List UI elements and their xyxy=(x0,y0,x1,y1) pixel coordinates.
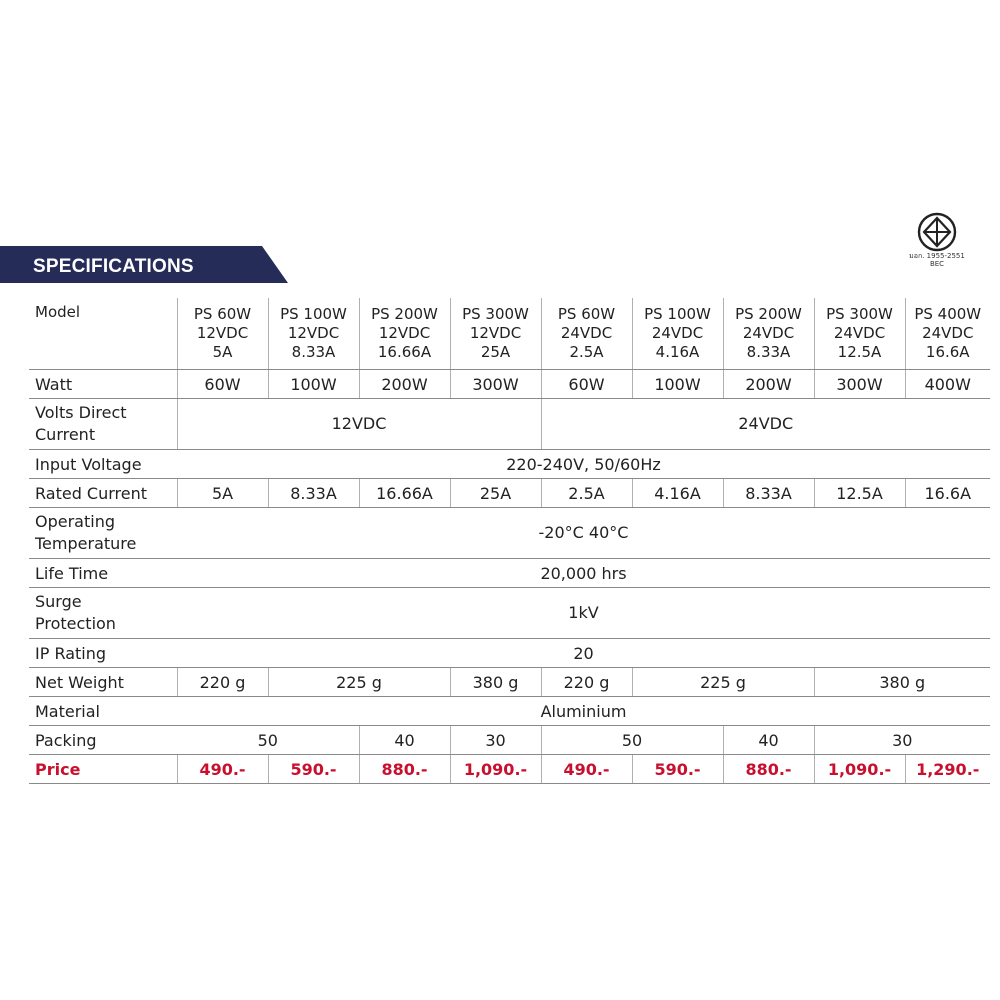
watt-cell: 100W xyxy=(632,370,723,399)
rated-current-cell: 5A xyxy=(177,479,268,508)
net-weight-cell: 220 g xyxy=(541,668,632,697)
price-cell: 490.- xyxy=(541,755,632,784)
row-label-material: Material xyxy=(29,697,177,726)
row-label-input-voltage: Input Voltage xyxy=(29,450,177,479)
surge-protection-cell: 1kV xyxy=(177,588,990,639)
watt-cell: 300W xyxy=(814,370,905,399)
watt-cell: 60W xyxy=(177,370,268,399)
price-cell: 880.- xyxy=(723,755,814,784)
price-cell: 1,090.- xyxy=(450,755,541,784)
packing-cell: 40 xyxy=(723,726,814,755)
model-cell: PS 400W 24VDC 16.6A xyxy=(905,298,990,370)
certification-mark xyxy=(900,212,974,268)
rated-current-cell: 8.33A xyxy=(268,479,359,508)
watt-cell: 100W xyxy=(268,370,359,399)
certification-brand: BEC xyxy=(929,260,945,268)
net-weight-cell: 225 g xyxy=(632,668,814,697)
packing-cell: 30 xyxy=(814,726,990,755)
model-cell: PS 60W 12VDC 5A xyxy=(177,298,268,370)
row-label-ip-rating: IP Rating xyxy=(29,639,177,668)
net-weight-cell: 220 g xyxy=(177,668,268,697)
life-time-cell: 20,000 hrs xyxy=(177,559,990,588)
table-row-input-voltage xyxy=(29,450,990,479)
volts-cell: 24VDC xyxy=(541,399,990,450)
ip-rating-cell: 20 xyxy=(177,639,990,668)
tis-logo-icon xyxy=(917,212,957,252)
row-label-surge-protection: Surge Protection xyxy=(29,588,177,639)
row-label-rated-current: Rated Current xyxy=(29,479,177,508)
rated-current-cell: 4.16A xyxy=(632,479,723,508)
price-cell: 590.- xyxy=(268,755,359,784)
watt-cell: 200W xyxy=(723,370,814,399)
table-row-ip-rating xyxy=(29,639,990,668)
watt-cell: 200W xyxy=(359,370,450,399)
table-row-model xyxy=(29,298,990,370)
rated-current-cell: 8.33A xyxy=(723,479,814,508)
rated-current-cell: 16.66A xyxy=(359,479,450,508)
table-row-net-weight xyxy=(29,668,990,697)
watt-cell: 300W xyxy=(450,370,541,399)
model-cell: PS 60W 24VDC 2.5A xyxy=(541,298,632,370)
packing-cell: 30 xyxy=(450,726,541,755)
watt-cell: 400W xyxy=(905,370,990,399)
row-label-model: Model xyxy=(29,298,177,370)
rated-current-cell: 16.6A xyxy=(905,479,990,508)
specifications-table xyxy=(29,298,990,784)
table-row-price xyxy=(29,755,990,784)
model-cell: PS 300W 12VDC 25A xyxy=(450,298,541,370)
price-cell: 1,290.- xyxy=(905,755,990,784)
model-cell: PS 200W 12VDC 16.66A xyxy=(359,298,450,370)
table-row-life-time xyxy=(29,559,990,588)
row-label-operating-temperature: Operating Temperature xyxy=(29,508,177,559)
row-label-watt: Watt xyxy=(29,370,177,399)
rated-current-cell: 2.5A xyxy=(541,479,632,508)
model-cell: PS 100W 12VDC 8.33A xyxy=(268,298,359,370)
net-weight-cell: 380 g xyxy=(450,668,541,697)
model-cell: PS 300W 24VDC 12.5A xyxy=(814,298,905,370)
table-row-watt xyxy=(29,370,990,399)
price-cell: 590.- xyxy=(632,755,723,784)
table-row-operating-temperature xyxy=(29,508,990,559)
net-weight-cell: 380 g xyxy=(814,668,990,697)
table-row-surge-protection xyxy=(29,588,990,639)
rated-current-cell: 25A xyxy=(450,479,541,508)
input-voltage-cell: 220-240V, 50/60Hz xyxy=(177,450,990,479)
table-row-volts xyxy=(29,399,990,450)
packing-cell: 50 xyxy=(541,726,723,755)
model-cell: PS 100W 24VDC 4.16A xyxy=(632,298,723,370)
packing-cell: 40 xyxy=(359,726,450,755)
row-label-volts: Volts Direct Current xyxy=(29,399,177,450)
price-cell: 880.- xyxy=(359,755,450,784)
net-weight-cell: 225 g xyxy=(268,668,450,697)
rated-current-cell: 12.5A xyxy=(814,479,905,508)
table-row-material xyxy=(29,697,990,726)
operating-temperature-cell: -20°C 40°C xyxy=(177,508,990,559)
model-cell: PS 200W 24VDC 8.33A xyxy=(723,298,814,370)
specifications-title: SPECIFICATIONS xyxy=(33,256,194,277)
certification-standard: มอก. 1955-2551 xyxy=(909,252,965,260)
row-label-packing: Packing xyxy=(29,726,177,755)
price-cell: 1,090.- xyxy=(814,755,905,784)
row-label-price: Price xyxy=(29,755,177,784)
table-row-packing xyxy=(29,726,990,755)
material-cell: Aluminium xyxy=(177,697,990,726)
packing-cell: 50 xyxy=(177,726,359,755)
row-label-life-time: Life Time xyxy=(29,559,177,588)
price-cell: 490.- xyxy=(177,755,268,784)
volts-cell: 12VDC xyxy=(177,399,541,450)
row-label-net-weight: Net Weight xyxy=(29,668,177,697)
watt-cell: 60W xyxy=(541,370,632,399)
table-row-rated-current xyxy=(29,479,990,508)
